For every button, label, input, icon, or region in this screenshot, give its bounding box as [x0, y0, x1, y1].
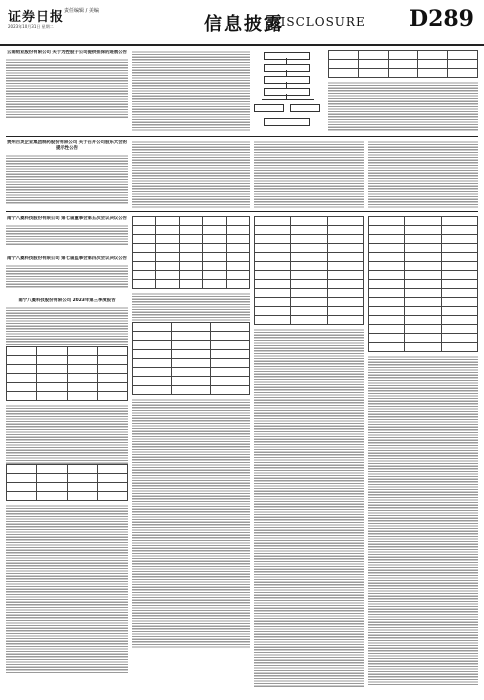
article-column: [328, 50, 478, 132]
financial-table: [132, 322, 250, 395]
article-bling-board: [6, 216, 128, 254]
article-column: [132, 140, 250, 208]
article-column: [132, 50, 250, 132]
report-tables-col2: [254, 216, 364, 694]
article-yunnan-aluminum: [6, 50, 128, 132]
article-column: [254, 140, 364, 208]
article-body: [6, 154, 128, 204]
chart-node: [264, 76, 310, 84]
article-headline: 南宁八菱科技股份有限公司 2023年第三季度报告: [18, 298, 116, 303]
financial-table: [6, 346, 128, 401]
org-chart: [252, 48, 324, 132]
article-body: [6, 306, 128, 346]
article-body: [132, 292, 250, 322]
section-title-cn: 信息披露: [204, 14, 284, 35]
article-headline: 南宁八菱科技股份有限公司 第七届董事会第五次会议决议公告: [6, 216, 128, 221]
article-body: [132, 140, 250, 208]
article-body: [328, 81, 478, 132]
article-body: [254, 140, 364, 208]
chart-node: [254, 104, 284, 112]
section-divider: [6, 211, 478, 212]
article-body: [6, 58, 128, 118]
article-body: [6, 504, 128, 674]
article-body: [6, 404, 128, 464]
newspaper-logo: 证券日报: [8, 10, 65, 25]
article-body: [368, 140, 478, 208]
article-column: [368, 140, 478, 208]
article-headline: 贵州百灵企业集团制药股份有限公司 关于召开公司股东大会的提示性公告: [6, 140, 128, 151]
chart-node: [264, 118, 310, 126]
page-number: D289: [408, 6, 474, 32]
chart-node: [264, 52, 310, 60]
financial-table: [132, 216, 250, 289]
article-body: [132, 398, 250, 648]
article-headline: 南宁八菱科技股份有限公司 第七届监事会第四次会议决议公告: [6, 256, 128, 261]
article-body: [254, 328, 364, 688]
chart-node: [264, 88, 310, 96]
article-bling-supervisory: [6, 256, 128, 296]
article-bling-q3-report: [6, 298, 128, 694]
article-body: [132, 50, 250, 132]
data-table: [328, 50, 478, 78]
section-title-en: DISCLOSURE: [270, 15, 366, 29]
report-tables-col3: [368, 216, 478, 694]
article-guizhou-bailing: [6, 140, 128, 208]
article-headline: 云南铝业股份有限公司 关于为控股子公司提供担保的进展公告: [6, 50, 128, 55]
chart-connector: [262, 99, 314, 100]
article-body: [6, 224, 128, 246]
chart-node: [290, 104, 320, 112]
article-body: [368, 355, 478, 685]
section-divider: [6, 136, 478, 137]
article-body: [6, 264, 128, 288]
financial-table: [254, 216, 364, 325]
dateline: 2023年10月31日 星期二: [8, 24, 54, 29]
financial-table: [6, 464, 128, 501]
editor-credit: 责任编辑 / 美编: [64, 8, 99, 14]
masthead: [0, 0, 484, 46]
chart-node: [264, 64, 310, 72]
report-tables-col1: [132, 216, 250, 694]
financial-table: [368, 216, 478, 352]
